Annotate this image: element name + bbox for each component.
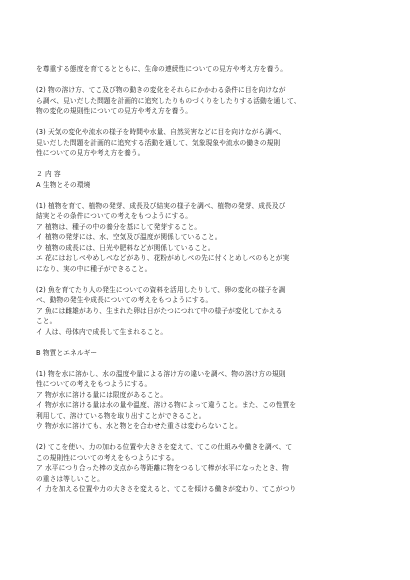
objective-3-paragraph [36,127,380,159]
document-page [36,64,380,495]
text-line: イ 人は、母体内で成長して生まれること。 [36,327,168,336]
text-line: イ 物が水に溶ける量は水の量や温度、溶ける物によって違うこと。また、この性質を [36,401,297,409]
b2-paragraph [36,442,380,495]
a2-paragraph [36,285,380,338]
text-line: エ 花にはおしべやめしべなどがあり、花粉がめしべの先に付くとめしべのもとが実 [36,254,290,262]
text-line: ア 植物は、種子の中の養分を基にして発芽すること。 [36,222,202,231]
a1-paragraph [36,201,380,275]
text-line: 性についての見方や考え方を養う。 [36,149,145,157]
text-line: (1) 植物を育て、植物の発芽、成長及び結実の様子を調べ、植物の発芽、成長及び [36,201,286,210]
text-line: ア 物が水に溶ける量には限度があること。 [36,390,168,399]
text-line: ら調べ、見いだした問題を計画的に追究したりものづくりをしたりする活動を通して、 [36,96,301,105]
section-a-heading: A 生物とその環境 [36,180,91,189]
text-line: 物の変化の規則性についての見方や考え方を養う。 [36,107,192,115]
text-line: を尊重する態度を育てるとともに、生命の連続性についての見方や考え方を養う。 [36,65,287,73]
text-line: ア 水平につり合った棒の支点から等距離に物をつるして棒が水平になったとき、物 [36,464,289,472]
text-line: ア 魚には雌雄があり、生まれた卵は日がたつにつれて中の様子が変化してかえる [36,306,283,315]
objective-2-paragraph [36,85,380,117]
text-line: イ 力を加える位置や力の大きさを変えると、てこを傾ける働きが変わり、てこがつり [36,485,297,493]
text-line: こと。 [36,317,57,325]
text-line: (2) 魚を育てたり人の発生についての資料を活用したりして、卵の変化の様子を調 [36,285,286,294]
content-heading: ２ 内 容 [36,170,61,178]
text-line: この規則性についての考えをもつようにする。 [36,453,179,462]
text-line: ウ 植物の成長には、日光や肥料などが関係していること。 [36,243,215,252]
text-line: イ 植物の発芽には、水、空気及び温度が関係していること。 [36,233,222,241]
text-line: べ、動物の発生や成長についての考えをもつようにする。 [36,296,213,304]
text-line: ウ 物が水に溶けても、水と物とを合わせた重さは変わらないこと。 [36,422,242,430]
section-b-heading: B 物質とエネルギー [36,348,98,357]
b1-paragraph [36,369,380,432]
text-line: 見いだした問題を計画的に追究する活動を通して、気象現象や流水の働きの規則 [36,138,281,147]
text-line: になり、実の中に種子ができること。 [36,264,152,273]
text-line: 利用して、溶けている物を取り出すことができること。 [36,411,206,420]
text-line: (1) 物を水に溶かし、水の温度や量による溶け方の違いを調べ、物の溶け方の規則 [36,369,286,378]
intro-tail-paragraph [36,64,380,75]
text-line: (2) 物の溶け方、てこ及び物の動きの変化をそれらにかかわる条件に目を向けなが [36,86,286,94]
text-line: 性についての考えをもつようにする。 [36,380,152,388]
text-line: の重さは等しいこと。 [36,474,104,483]
text-line: (2) てこを使い、力の加わる位置や大きさを変えて、てこの仕組みや働きを調べ、て [36,443,293,451]
text-line: 結実とその条件についての考えをもつようにする。 [36,212,192,220]
text-line: (3) 天気の変化や流水の様子を時間や水量、自然災害などに目を向けながら調べ、 [36,128,286,136]
